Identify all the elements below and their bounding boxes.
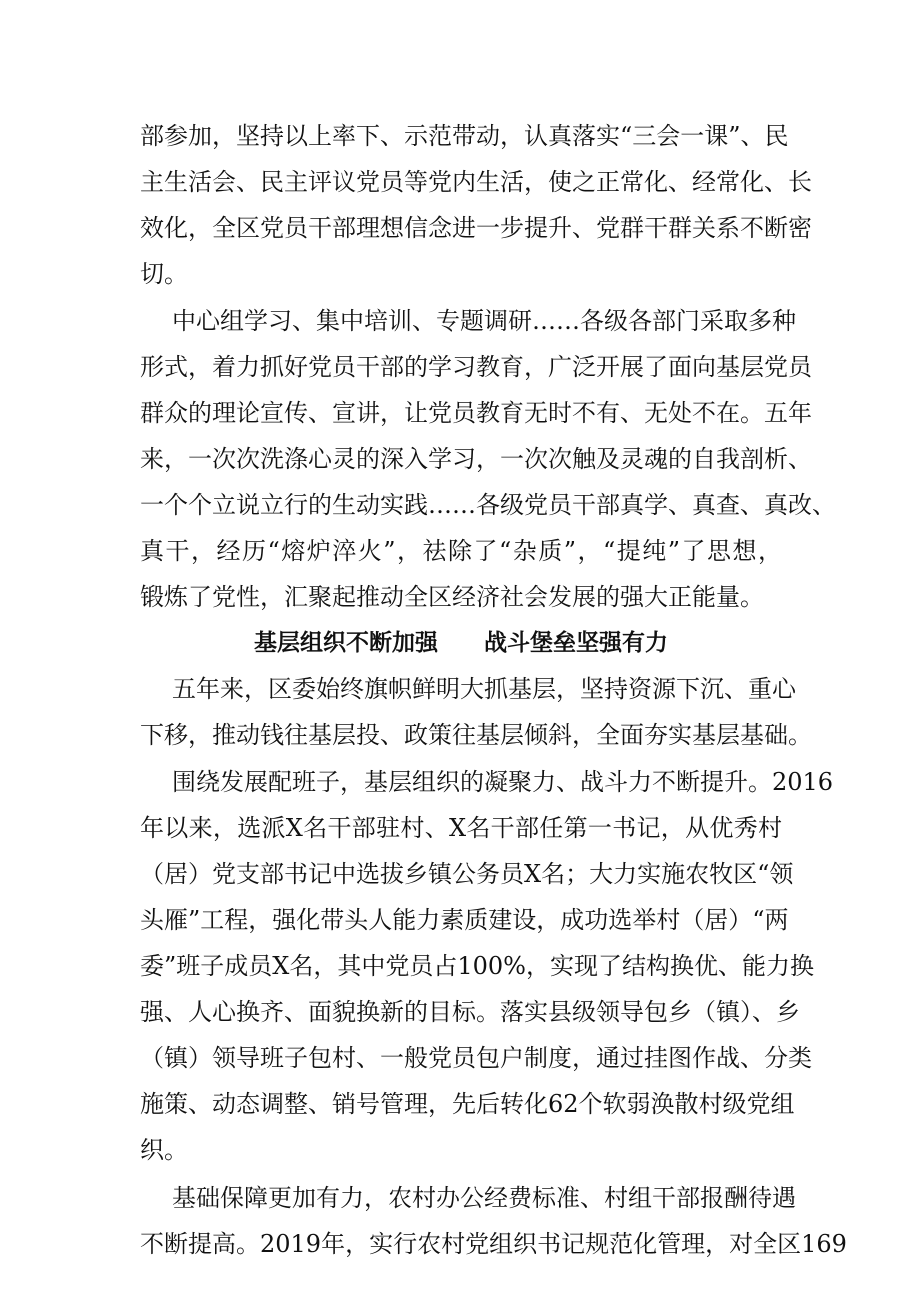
text-line: 效化，全区党员干部理想信念进一步提升、党群干群关系不断密 (140, 214, 812, 242)
text-line: 施策、动态调整、销号管理，先后转化62个软弱涣散村级党组 (140, 1090, 795, 1118)
text-line: 围绕发展配班子，基层组织的凝聚力、战斗力不断提升。2016 (172, 768, 834, 796)
text-line: 一个个立说立行的生动实践……各级党员干部真学、真查、真改、 (140, 491, 836, 519)
text-line: 部参加，坚持以上率下、示范带动，认真落实“三会一课”、民 (140, 122, 789, 150)
text-line: 中心组学习、集中培训、专题调研……各级各部门采取多种 (172, 307, 796, 335)
text-line: 五年来，区委始终旗帜鲜明大抓基层，坚持资源下沉、重心 (172, 675, 796, 703)
text-line: 主生活会、民主评议党员等党内生活，使之正常化、经常化、长 (140, 168, 812, 196)
text-line: 形式，着力抓好党员干部的学习教育，广泛开展了面向基层党员 (140, 353, 812, 381)
text-line: 真干，经历“熔炉淬火”，祛除了“杂质”，“提纯”了思想， (140, 537, 782, 565)
text-line: 下移，推动钱往基层投、政策往基层倾斜，全面夯实基层基础。 (140, 721, 812, 749)
text-line: 不断提高。2019年，实行农村党组织书记规范化管理，对全区169 (140, 1230, 847, 1258)
text-line: 年以来，选派X名干部驻村、X名干部任第一书记，从优秀村 (140, 814, 782, 842)
text-line: 来，一次次洗涤心灵的深入学习，一次次触及灵魂的自我剖析、 (140, 445, 812, 473)
section-heading: 基层组织不断加强 战斗堡垒坚强有力 (254, 630, 668, 656)
text-line: 切。 (140, 260, 188, 288)
text-line: 群众的理论宣传、宣讲，让党员教育无时不有、无处不在。五年 (140, 399, 812, 427)
text-line: 基础保障更加有力，农村办公经费标准、村组干部报酬待遇 (172, 1184, 796, 1212)
text-line: 强、人心换齐、面貌换新的目标。落实县级领导包乡（镇）、乡 (140, 998, 800, 1026)
text-line: 织。 (140, 1136, 188, 1164)
text-line: （居）党支部书记中选拔乡镇公务员X名；大力实施农牧区“领 (140, 860, 794, 888)
text-line: （镇）领导班子包村、一般党员包户制度，通过挂图作战、分类 (140, 1044, 812, 1072)
text-line: 委”班子成员X名，其中党员占100%，实现了结构换优、能力换 (140, 952, 814, 980)
text-line: 锻炼了党性，汇聚起推动全区经济社会发展的强大正能量。 (140, 583, 764, 611)
text-line: 头雁”工程，强化带头人能力素质建设，成功选举村（居）“两 (140, 906, 789, 934)
